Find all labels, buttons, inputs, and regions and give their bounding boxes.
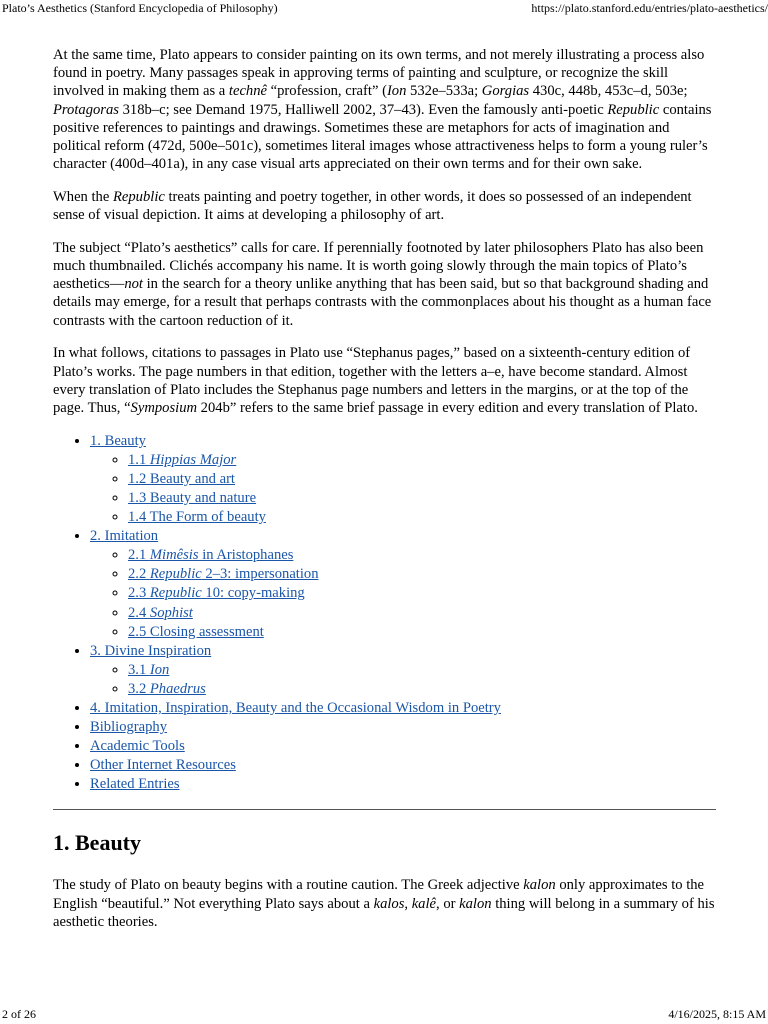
toc-link-form-of-beauty[interactable]: 1.4 The Form of beauty <box>128 509 266 526</box>
toc-link-hippias-major[interactable]: 1.1 Hippias Major <box>128 451 237 468</box>
toc-link-mimesis-aristophanes[interactable]: 2.1 Mimêsis in Aristophanes <box>128 547 294 564</box>
paragraph-beauty-intro: The study of Plato on beauty begins with a routine caution. The Greek adjective kalon only approximates to the English “beautiful.” Not everything Plato says about a kalos, kalê, or kalon thing will belong in a summary of his aesthetic theories. <box>53 877 715 930</box>
toc-link-wisdom-in-poetry[interactable]: 4. Imitation, Inspiration, Beauty and the Occasional Wisdom in Poetry <box>90 699 501 716</box>
toc-item-academic-tools <box>90 737 716 756</box>
toc-sublist-imitation <box>90 546 716 641</box>
toc-link-republic-impersonation[interactable]: 2.2 Republic 2–3: impersonation <box>128 566 319 583</box>
toc-link-beauty-and-nature[interactable]: 1.3 Beauty and nature <box>128 489 257 506</box>
page-title: Plato’s Aesthetics (Stanford Encyclopedia of Philosophy) <box>2 1 278 15</box>
toc-link-closing-assessment[interactable]: 2.5 Closing assessment <box>128 623 264 640</box>
toc-sublist-beauty <box>90 451 716 527</box>
toc-link-other-resources[interactable]: Other Internet Resources <box>90 757 236 774</box>
toc-item-beauty <box>90 432 716 527</box>
toc-sublist-divine-inspiration <box>90 661 716 699</box>
toc-link-bibliography[interactable]: Bibliography <box>90 719 168 736</box>
toc-link-imitation[interactable]: 2. Imitation <box>90 528 159 545</box>
table-of-contents <box>53 432 716 795</box>
toc-link-related-entries[interactable]: Related Entries <box>90 776 180 793</box>
toc-item-divine-inspiration <box>90 642 716 699</box>
toc-link-sophist[interactable]: 2.4 Sophist <box>128 604 193 621</box>
toc-link-beauty-and-art[interactable]: 1.2 Beauty and art <box>128 470 235 487</box>
toc-item-imitation <box>90 527 716 642</box>
paragraph-stephanus: In what follows, citations to passages in Plato use “Stephanus pages,” based on a sixteenth-century edition of Plato’s works. The page numbers in that edition, together with the letters a–e, have become standard. Almost every translation of Plato includes the Stephanus page numbers and letters in the margins, or at the top of the page. Thus, “Symposium 204b” refers to the same brief passage in every edition and every translation of Plato. <box>53 345 698 416</box>
print-header <box>0 0 768 18</box>
paragraph-republic: When the Republic treats painting and poetry together, in other words, it does so possessed of an independent sense of visual depiction. It aims at developing a philosophy of art. <box>53 188 692 224</box>
toc-item-other-resources <box>90 756 716 775</box>
toc-item-related-entries <box>90 775 716 794</box>
toc-item-bibliography <box>90 718 716 737</box>
paragraph-painting: At the same time, Plato appears to consider painting on its own terms, and not merely illustrating a process also found in poetry. Many passages speak in approving terms of painting and sculpture, or recognize the skill involved in making them as a technê “profession, craft” (Ion 532e–533a; Gorgias 430c, 448b, 453c–d, 503e; Protagoras 318b–c; see Demand 1975, Halliwell 2002, 37–43). Even the famously anti-poetic Republic contains positive references to paintings and drawings. Sometimes these are metaphors for acts of imagination and political reform (472d, 500e–501c), sometimes literal images whose attractiveness helps to form a young ruler’s character (400d–401a), in any case visual arts appreciated on their own terms and for their own sake. <box>53 47 712 173</box>
paragraph-subject: The subject “Plato’s aesthetics” calls for care. If perennially footnoted by later philosophers Plato has also been much thumbnailed. Clichés accompany his name. It is worth going slowly through the main topics of Plato’s aesthetics—not in the search for a theory unlike anything that has been said, but so that background shading and details may emerge, for a result that perhaps contrasts with the commonplaces about his thought as a human face contrasts with the cartoon reduction of it. <box>53 239 712 329</box>
print-footer <box>0 1006 768 1024</box>
section-divider <box>53 809 716 810</box>
toc-link-divine-inspiration[interactable]: 3. Divine Inspiration <box>90 642 212 659</box>
section-heading-beauty: 1. Beauty <box>53 830 141 856</box>
toc-item-wisdom-in-poetry <box>90 699 716 718</box>
toc-link-academic-tools[interactable]: Academic Tools <box>90 738 185 755</box>
print-datetime: 4/16/2025, 8:15 AM <box>668 1007 766 1021</box>
toc-link-beauty[interactable]: 1. Beauty <box>90 432 146 449</box>
page-url: https://plato.stanford.edu/entries/plato-aesthetics/ <box>531 1 768 15</box>
page-counter: 2 of 26 <box>2 1007 36 1021</box>
toc-link-phaedrus[interactable]: 3.2 Phaedrus <box>128 680 206 697</box>
toc-link-ion[interactable]: 3.1 Ion <box>128 661 170 678</box>
article-content <box>53 46 716 946</box>
toc-link-republic-copy-making[interactable]: 2.3 Republic 10: copy-making <box>128 585 305 602</box>
